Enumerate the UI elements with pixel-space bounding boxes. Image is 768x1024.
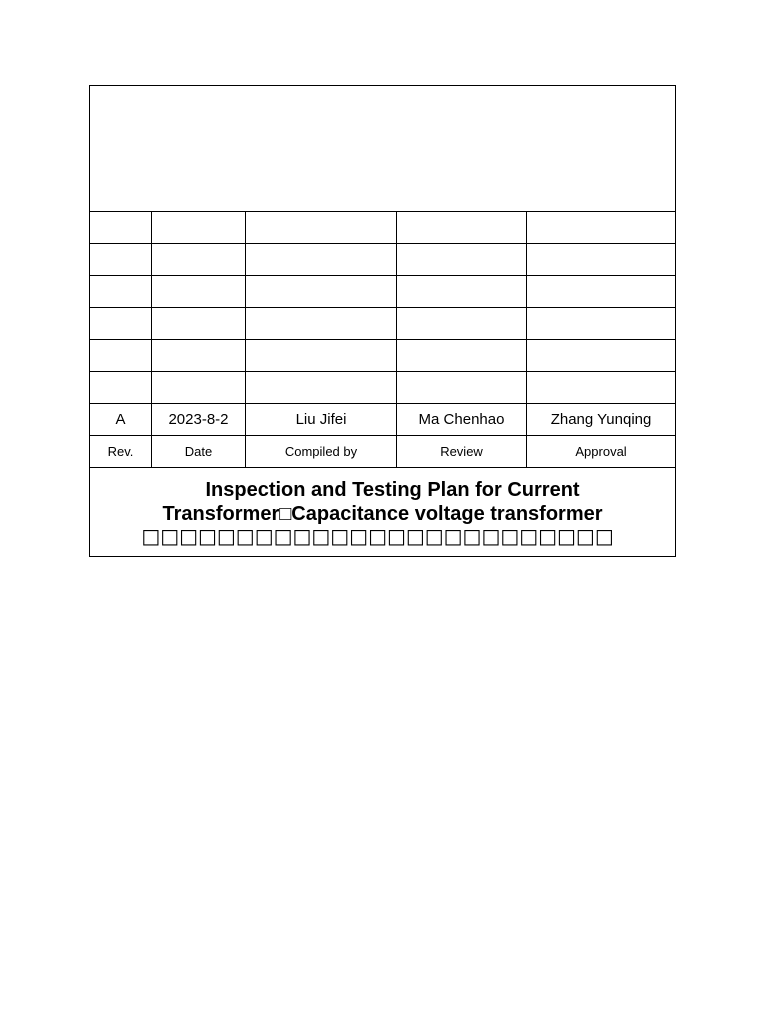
approval-value: Zhang Yunqing [527, 404, 676, 436]
document-cover-table [89, 85, 676, 557]
review-label: Review [397, 436, 527, 468]
blank-cell [152, 372, 246, 404]
blank-cell [397, 244, 527, 276]
blank-cell [527, 340, 676, 372]
blank-revision-row [90, 308, 676, 340]
document-title-row [90, 468, 676, 557]
blank-cell [90, 212, 152, 244]
blank-cell [246, 276, 397, 308]
approval-label: Approval [527, 436, 676, 468]
revision-label-row [90, 436, 676, 468]
blank-revision-row [90, 212, 676, 244]
blank-cell [527, 372, 676, 404]
date-label: Date [152, 436, 246, 468]
review-value: Ma Chenhao [397, 404, 527, 436]
blank-cell [397, 340, 527, 372]
rev-value: A [90, 404, 152, 436]
blank-cell [152, 340, 246, 372]
blank-revision-row [90, 340, 676, 372]
blank-cell [152, 308, 246, 340]
blank-revision-row [90, 244, 676, 276]
compiled-by-label: Compiled by [246, 436, 397, 468]
blank-cell [397, 308, 527, 340]
blank-cell [397, 372, 527, 404]
blank-cell [397, 212, 527, 244]
blank-cell [90, 276, 152, 308]
blank-cell [152, 276, 246, 308]
blank-cell [397, 276, 527, 308]
date-value: 2023-8-2 [152, 404, 246, 436]
blank-cell [527, 212, 676, 244]
compiled-by-value: Liu Jifei [246, 404, 397, 436]
document-title-line-3: □□□□□□□□□□□□□□□□□□□□□□□□□ [141, 524, 614, 548]
document-title-line-1: Inspection and Testing Plan for Current [205, 479, 580, 501]
blank-cell [527, 308, 676, 340]
rev-label: Rev. [90, 436, 152, 468]
blank-cell [90, 340, 152, 372]
blank-cell [246, 340, 397, 372]
blank-cell [246, 308, 397, 340]
blank-cell [152, 212, 246, 244]
blank-cell [527, 244, 676, 276]
document-title-cell [90, 468, 676, 557]
blank-cell [527, 276, 676, 308]
blank-cell [90, 244, 152, 276]
revision-entry-row [90, 404, 676, 436]
blank-cell [246, 372, 397, 404]
header-blank-cell [90, 86, 676, 212]
blank-cell [90, 308, 152, 340]
blank-cell [152, 244, 246, 276]
header-area-row [90, 86, 676, 212]
blank-cell [246, 244, 397, 276]
blank-cell [90, 372, 152, 404]
blank-revision-row [90, 372, 676, 404]
blank-cell [246, 212, 397, 244]
document-title-line-2: Transformer□Capacitance voltage transformer [162, 503, 603, 525]
blank-revision-row [90, 276, 676, 308]
